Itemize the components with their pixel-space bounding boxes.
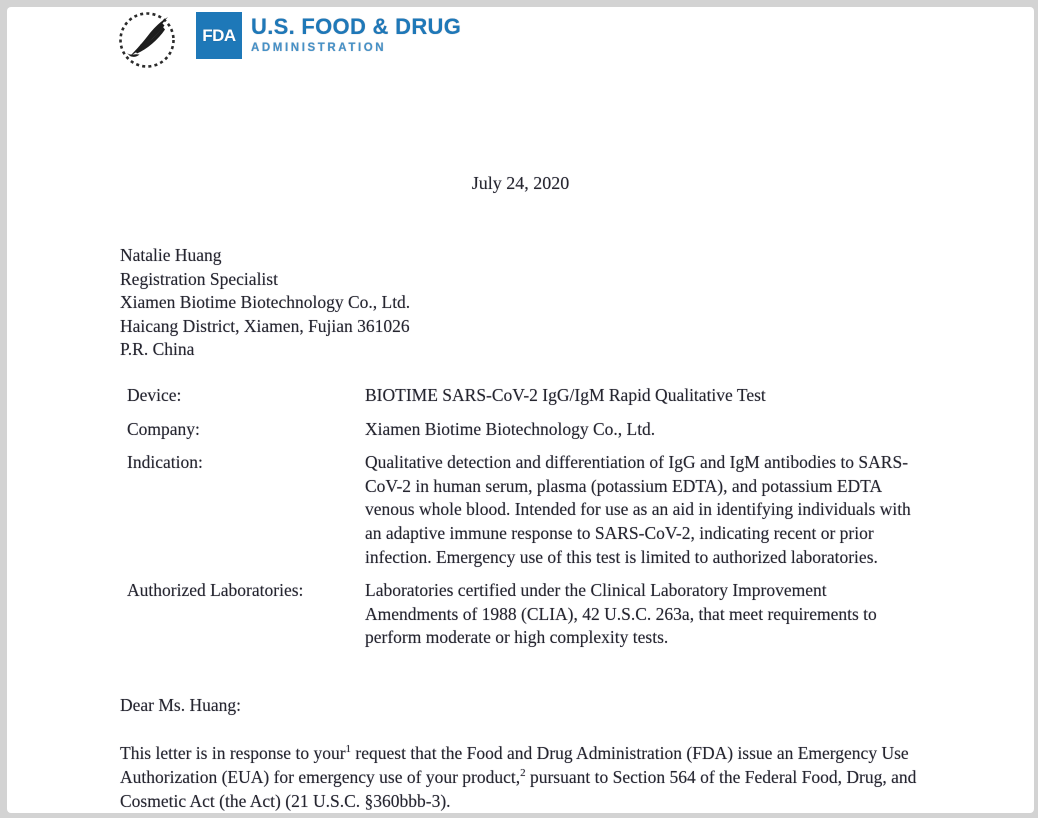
recipient-company: Xiamen Biotime Biotechnology Co., Ltd. (120, 292, 411, 312)
field-value: Qualitative detection and differentiation of IgG and IgM antibodies to SARS-CoV-2 in human serum, plasma (potassium EDTA), and potassium EDTA venous whole blood. Intended for use as an aid in identifying individuals with an adaptive immune response to SARS-CoV-2, indicating recent or prior infection. Emergency use of this test is limited to authorized laboratories. (365, 452, 911, 567)
letter-date: July 24, 2020 (471, 173, 570, 193)
letter-fields (127, 384, 921, 660)
fda-brand-text (251, 15, 461, 54)
footnote-marker-1: 1 (345, 743, 352, 756)
fda-logo (196, 12, 242, 59)
field-row-authorized-laboratories (127, 579, 921, 650)
field-row-company (127, 418, 921, 442)
brand-subtitle: ADMINISTRATION (251, 42, 387, 54)
recipient-name: Natalie Huang (120, 245, 222, 265)
salutation: Dear Ms. Huang: (120, 695, 242, 715)
recipient-country: P.R. China (120, 339, 195, 359)
letter-page (7, 7, 1034, 813)
body-text-segment: This letter is in response to your (120, 743, 346, 763)
fda-logo-text: FDA (202, 25, 236, 45)
field-value: BIOTIME SARS-CoV-2 IgG/IgM Rapid Qualitative Test (365, 385, 766, 405)
brand-title: U.S. FOOD & DRUG (251, 14, 462, 39)
field-label: Device: (127, 385, 182, 405)
footnote-marker-2: 2 (520, 766, 526, 779)
fda-letterhead (117, 9, 461, 71)
field-row-indication (127, 451, 921, 569)
field-value: Laboratories certified under the Clinical Laboratory Improvement Amendments of 1988 (CLIA), 42 U.S.C. 263a, that meet requirements to perform moderate or high complexity tests. (365, 580, 877, 648)
field-label: Company: (127, 418, 200, 439)
hhs-eagle-seal-icon (117, 9, 179, 71)
body-text-segment: pursuant to Section 564 of the Federal Food, Drug, and Cosmetic Act (the Act) (21 U.S.C. §360bbb-3). (120, 766, 917, 811)
body-paragraph (120, 742, 918, 813)
recipient-street: Haicang District, Xiamen, Fujian 361026 (120, 315, 410, 336)
recipient-address (120, 244, 410, 362)
field-label: Authorized Laboratories: (127, 580, 304, 601)
recipient-title: Registration Specialist (120, 268, 278, 289)
field-row-device (127, 384, 921, 408)
body-text-segment: request that the Food and Drug Administration (FDA) issue an Emergency Use Authorization (EUA) for emergency use of your product, (120, 743, 909, 787)
field-value: Xiamen Biotime Biotechnology Co., Ltd. (365, 418, 656, 439)
field-label: Indication: (127, 452, 203, 473)
